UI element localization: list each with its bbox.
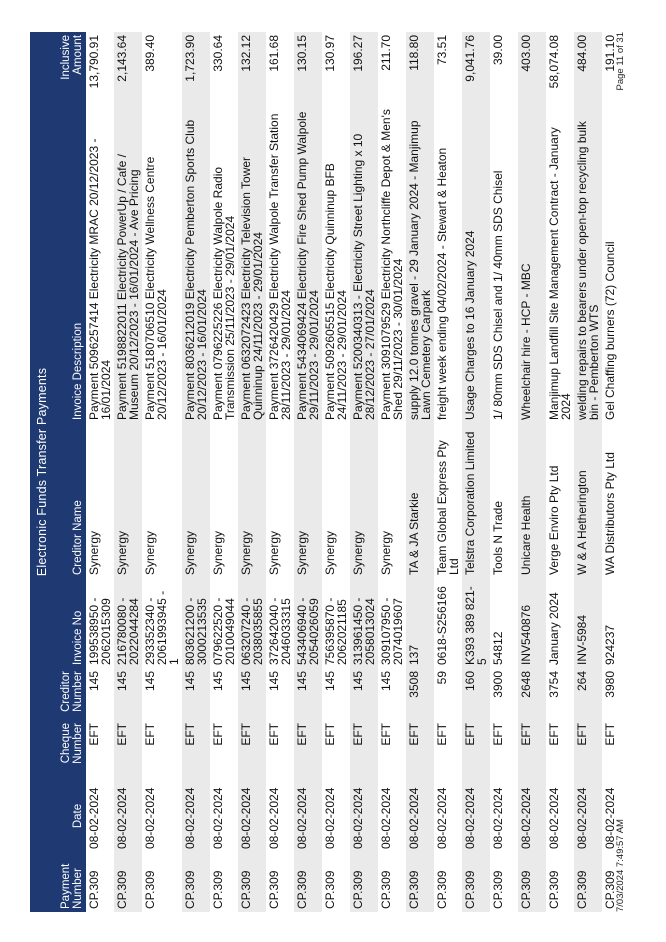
cell-invoice-no: 293352340 - 2061993945 - 1: [143, 590, 181, 665]
cell-invoice-description: 1/ 80mm SDS Chisel and 1/ 40mm SDS Chisel: [491, 170, 505, 420]
cell-creditor-number: 3900: [491, 671, 505, 698]
cell-cheque-number: EFT: [211, 723, 225, 746]
cell-inclusive-amount: 58,074.08: [547, 34, 561, 89]
cell-invoice-no: 0618-S256166: [435, 586, 449, 665]
col-header-invoice-no: Invoice No: [54, 578, 86, 668]
cell-inclusive-amount: 39.00: [491, 34, 505, 65]
cell-creditor-name: Synergy: [238, 423, 266, 578]
cell-invoice-description: Payment 5434069424 Electricity Fire Shed Pump Walpole 29/11/2023 - 29/01/2024: [294, 102, 322, 423]
cell-creditor-number: 145: [114, 668, 142, 720]
cell-creditor-name: Unicare Health: [518, 423, 546, 578]
cell-cheque-number: EFT: [114, 720, 142, 780]
cell-creditor-name: WA Distributors Pty Ltd: [603, 452, 617, 575]
cell-invoice-no: 063207240 - 2038035855: [238, 578, 266, 668]
cell-creditor-number: 3980: [603, 671, 617, 698]
cell-payment-number: CP.309: [267, 870, 281, 909]
cell-payment-number: CP.309: [462, 852, 490, 912]
cell-inclusive-amount: 2,143.64: [114, 32, 142, 102]
cell-payment-number: CP.309: [574, 852, 602, 912]
cell-payment-number: CP.309: [406, 852, 434, 912]
cell-creditor-name: Synergy: [143, 530, 157, 575]
table-row: [114, 32, 142, 912]
cell-inclusive-amount: 191.10: [603, 34, 617, 72]
cell-creditor-name: Synergy: [114, 423, 142, 578]
table-row: [142, 32, 182, 912]
table-row: [294, 32, 322, 912]
table-row: [602, 32, 630, 912]
cell-date: 08-02-2024: [267, 787, 281, 849]
cell-inclusive-amount: 330.64: [211, 34, 225, 72]
cell-invoice-no: 313961450 - 2058013024: [350, 578, 378, 668]
cell-creditor-name: Synergy: [211, 530, 225, 575]
cell-invoice-no: 199538950 - 2062015309: [87, 597, 113, 665]
cell-creditor-name: Synergy: [294, 423, 322, 578]
table-row: [238, 32, 266, 912]
cell-date: 08-02-2024: [462, 780, 490, 852]
cell-invoice-no: 137: [406, 578, 434, 668]
cell-invoice-description: Payment 5092605515 Electricity Quinninup BFB 24/11/2023 - 29/01/2024: [323, 163, 349, 420]
cell-invoice-description: Payment 5180706510 Electricity Wellness Centre 20/12/2023 - 16/01/2024: [143, 156, 169, 420]
cell-creditor-number: 145: [238, 668, 266, 720]
cell-date: 08-02-2024: [406, 780, 434, 852]
cell-creditor-number: 145: [379, 671, 393, 692]
cell-inclusive-amount: 389.40: [143, 34, 157, 72]
cell-invoice-description: Payment 3726420429 Electricity Walpole Transfer Station 28/11/2023 - 29/01/2024: [267, 113, 293, 420]
cell-creditor-name: Verge Enviro Pty Ltd: [547, 465, 561, 575]
table-row: [490, 32, 518, 912]
cell-date: 08-02-2024: [350, 780, 378, 852]
cell-inclusive-amount: 9,041.76: [462, 32, 490, 102]
cell-invoice-no: 216780080 - 2022044284: [114, 578, 142, 668]
col-header-payment-number: Payment Number: [54, 852, 86, 912]
col-header-date: Date: [54, 780, 86, 852]
cell-creditor-number: 145: [87, 671, 101, 692]
cell-cheque-number: EFT: [435, 723, 449, 746]
cell-cheque-number: EFT: [547, 723, 561, 746]
cell-creditor-number: 145: [211, 671, 225, 692]
col-header-cheque-number: Cheque Number: [54, 720, 86, 780]
cell-payment-number: CP.309: [87, 870, 101, 909]
cell-cheque-number: EFT: [491, 723, 505, 746]
cell-creditor-number: 3508: [406, 668, 434, 720]
table-row: [434, 32, 462, 912]
cell-payment-number: CP.309: [350, 852, 378, 912]
cell-invoice-description: Payment 0796225226 Electricity Walpole Radio Transmission 25/11/2023 - 29/01/2024: [211, 166, 237, 420]
cell-inclusive-amount: 130.97: [323, 34, 337, 72]
cell-inclusive-amount: 196.27: [350, 32, 378, 102]
cell-creditor-name: Synergy: [182, 423, 210, 578]
cell-payment-number: CP.309: [603, 870, 617, 909]
report-title: Electronic Funds Transfer Payments: [30, 32, 54, 912]
page-number: Page 11 of 31: [615, 32, 626, 91]
cell-inclusive-amount: 484.00: [574, 32, 602, 102]
cell-cheque-number: EFT: [603, 723, 617, 746]
cell-creditor-name: Tools N Trade: [491, 500, 505, 575]
cell-creditor-number: 2648: [518, 668, 546, 720]
cell-creditor-number: 145: [182, 668, 210, 720]
cell-invoice-description: Payment 3091079529 Electricity Northcliffe Depot & Men's Shed 29/11/2023 - 30/01/2024: [379, 109, 405, 420]
cell-creditor-name: Synergy: [267, 530, 281, 575]
cell-payment-number: CP.309: [379, 870, 393, 909]
cell-creditor-name: Telstra Corporation Limited: [462, 423, 490, 578]
table-row: [518, 32, 546, 912]
table-row: [210, 32, 238, 912]
cell-invoice-description: Payment 5096257414 Electricity MRAC 20/12/2023 - 16/01/2024: [87, 138, 113, 420]
cell-cheque-number: EFT: [238, 720, 266, 780]
cell-date: 08-02-2024: [114, 780, 142, 852]
cell-invoice-no: January 2024: [547, 592, 561, 665]
cell-inclusive-amount: 73.51: [435, 34, 449, 65]
cell-invoice-no: 924237: [603, 624, 617, 665]
cell-creditor-name: Synergy: [323, 530, 337, 575]
cell-date: 08-02-2024: [379, 787, 393, 849]
table-row: [574, 32, 602, 912]
cell-payment-number: CP.309: [114, 852, 142, 912]
cell-cheque-number: EFT: [406, 720, 434, 780]
table-row: [378, 32, 406, 912]
cell-date: 08-02-2024: [603, 787, 617, 849]
cell-cheque-number: EFT: [182, 720, 210, 780]
cell-creditor-number: 145: [143, 671, 157, 692]
cell-invoice-description: freight week ending 04/02/2024 - Stewart & Heaton: [435, 147, 449, 420]
cell-invoice-description: Usage Charges to 16 January 2024: [462, 102, 490, 423]
col-header-creditor-name: Creditor Name: [54, 423, 86, 578]
cell-invoice-no: 54812: [491, 631, 505, 665]
cell-payment-number: CP.309: [547, 870, 561, 909]
cell-date: 08-02-2024: [211, 787, 225, 849]
cell-payment-number: CP.309: [211, 870, 225, 909]
cell-invoice-description: supply 12.0 tonnes gravel - 29 January 2024 - Manjimup Lawn Cemetery Carpark: [406, 102, 434, 423]
cell-creditor-name: Synergy: [379, 530, 393, 575]
cell-date: 08-02-2024: [294, 780, 322, 852]
cell-inclusive-amount: 161.68: [267, 34, 281, 72]
cell-payment-number: CP.309: [238, 852, 266, 912]
cell-payment-number: CP.309: [435, 870, 449, 909]
cell-date: 08-02-2024: [435, 787, 449, 849]
cell-cheque-number: EFT: [574, 720, 602, 780]
table-row: [266, 32, 294, 912]
cell-invoice-no: K393 389 821-5: [462, 578, 490, 668]
cell-invoice-description: Payment 0632072423 Electricity Television Tower Quinninup 24/11/2023 - 29/01/2024: [238, 102, 266, 423]
cell-invoice-no: 372642040 - 2046033315: [267, 597, 293, 665]
table-row: [546, 32, 574, 912]
cell-inclusive-amount: 1,723.90: [182, 32, 210, 102]
cell-cheque-number: EFT: [518, 720, 546, 780]
cell-creditor-number: 145: [350, 668, 378, 720]
cell-creditor-number: 145: [323, 671, 337, 692]
eft-payments-table: [30, 32, 630, 912]
cell-date: 08-02-2024: [547, 787, 561, 849]
cell-cheque-number: EFT: [350, 720, 378, 780]
col-header-invoice-description: Invoice Description: [54, 102, 86, 423]
col-header-creditor-number: Creditor Number: [54, 668, 86, 720]
cell-inclusive-amount: 13,790.91: [87, 34, 101, 89]
col-header-inclusive-amount: Inclusive Amount: [54, 32, 86, 102]
cell-date: 08-02-2024: [238, 780, 266, 852]
cell-inclusive-amount: 118.80: [406, 32, 434, 102]
cell-date: 08-02-2024: [518, 780, 546, 852]
cell-invoice-no: 803621200 - 3000213535: [182, 578, 210, 668]
cell-payment-number: CP.309: [491, 870, 505, 909]
cell-payment-number: CP.309: [182, 852, 210, 912]
cell-invoice-no: INV-5984: [574, 578, 602, 668]
cell-cheque-number: EFT: [294, 720, 322, 780]
cell-inclusive-amount: 403.00: [518, 32, 546, 102]
cell-invoice-description: Gel Chaffing burners (72) Council: [603, 241, 617, 420]
cell-payment-number: CP.309: [143, 870, 157, 909]
cell-payment-number: CP.309: [323, 870, 337, 909]
cell-date: 08-02-2024: [574, 780, 602, 852]
cell-payment-number: CP.309: [518, 852, 546, 912]
cell-creditor-name: Synergy: [350, 423, 378, 578]
cell-cheque-number: EFT: [87, 723, 101, 746]
cell-invoice-description: Manjimup Landfill Site Management Contract - January 2024: [547, 127, 573, 420]
cell-creditor-number: 3754: [547, 671, 561, 698]
cell-invoice-description: Payment 5200340313 - Electricity Street Lighting x 10 28/12/2023 - 27/01/2024: [350, 102, 378, 423]
cell-inclusive-amount: 130.15: [294, 32, 322, 102]
cell-invoice-description: welding repairs to bearers under open-top recycling bulk bin - Pemberton WTS: [574, 102, 602, 423]
table-row: [182, 32, 210, 912]
cell-invoice-no: INV540876: [518, 578, 546, 668]
cell-date: 08-02-2024: [182, 780, 210, 852]
cell-invoice-no: 756395870 - 2062021185: [323, 597, 349, 665]
cell-cheque-number: EFT: [267, 723, 281, 746]
cell-cheque-number: EFT: [379, 723, 393, 746]
cell-date: 08-02-2024: [143, 787, 157, 849]
table-row: [86, 32, 114, 912]
cell-creditor-number: 160: [462, 668, 490, 720]
cell-inclusive-amount: 132.12: [238, 32, 266, 102]
cell-date: 08-02-2024: [87, 787, 101, 849]
cell-creditor-name: Team Global Express Pty Ltd: [435, 440, 461, 575]
cell-cheque-number: EFT: [323, 723, 337, 746]
cell-creditor-number: 264: [574, 668, 602, 720]
cell-date: 08-02-2024: [491, 787, 505, 849]
cell-creditor-number: 145: [294, 668, 322, 720]
table-body: [86, 32, 630, 912]
cell-invoice-no: 543406940 - 2054026059: [294, 578, 322, 668]
cell-invoice-description: Wheelchair hire - HCP - MBC: [518, 102, 546, 423]
table-row: [350, 32, 378, 912]
cell-creditor-name: W & A Hetherington: [574, 423, 602, 578]
table-row: [406, 32, 434, 912]
table-row: [462, 32, 490, 912]
cell-creditor-name: Synergy: [87, 530, 101, 575]
cell-invoice-no: 079622520 - 2010049044: [211, 597, 237, 665]
cell-payment-number: CP.309: [294, 852, 322, 912]
print-timestamp: 7/03/2024 7:49:57 AM: [615, 819, 626, 912]
cell-cheque-number: EFT: [462, 720, 490, 780]
table-row: [322, 32, 350, 912]
cell-creditor-number: 145: [267, 671, 281, 692]
cell-inclusive-amount: 211.70: [379, 34, 393, 71]
cell-invoice-description: Payment 5198822011 Electricity PowerUp / Cafe / Museum 20/12/2023 - 16/01/2024 - Ave Pricing: [114, 102, 142, 423]
cell-cheque-number: EFT: [143, 723, 157, 746]
cell-date: 08-02-2024: [323, 787, 337, 849]
cell-invoice-description: Payment 8036212019 Electricity Pemberton Sports Club 20/12/2023 - 16/01/2024: [182, 102, 210, 423]
cell-creditor-number: 59: [435, 671, 449, 685]
cell-invoice-no: 309107950 - 2074019607: [379, 597, 405, 665]
cell-creditor-name: TA & JA Starkie: [406, 423, 434, 578]
